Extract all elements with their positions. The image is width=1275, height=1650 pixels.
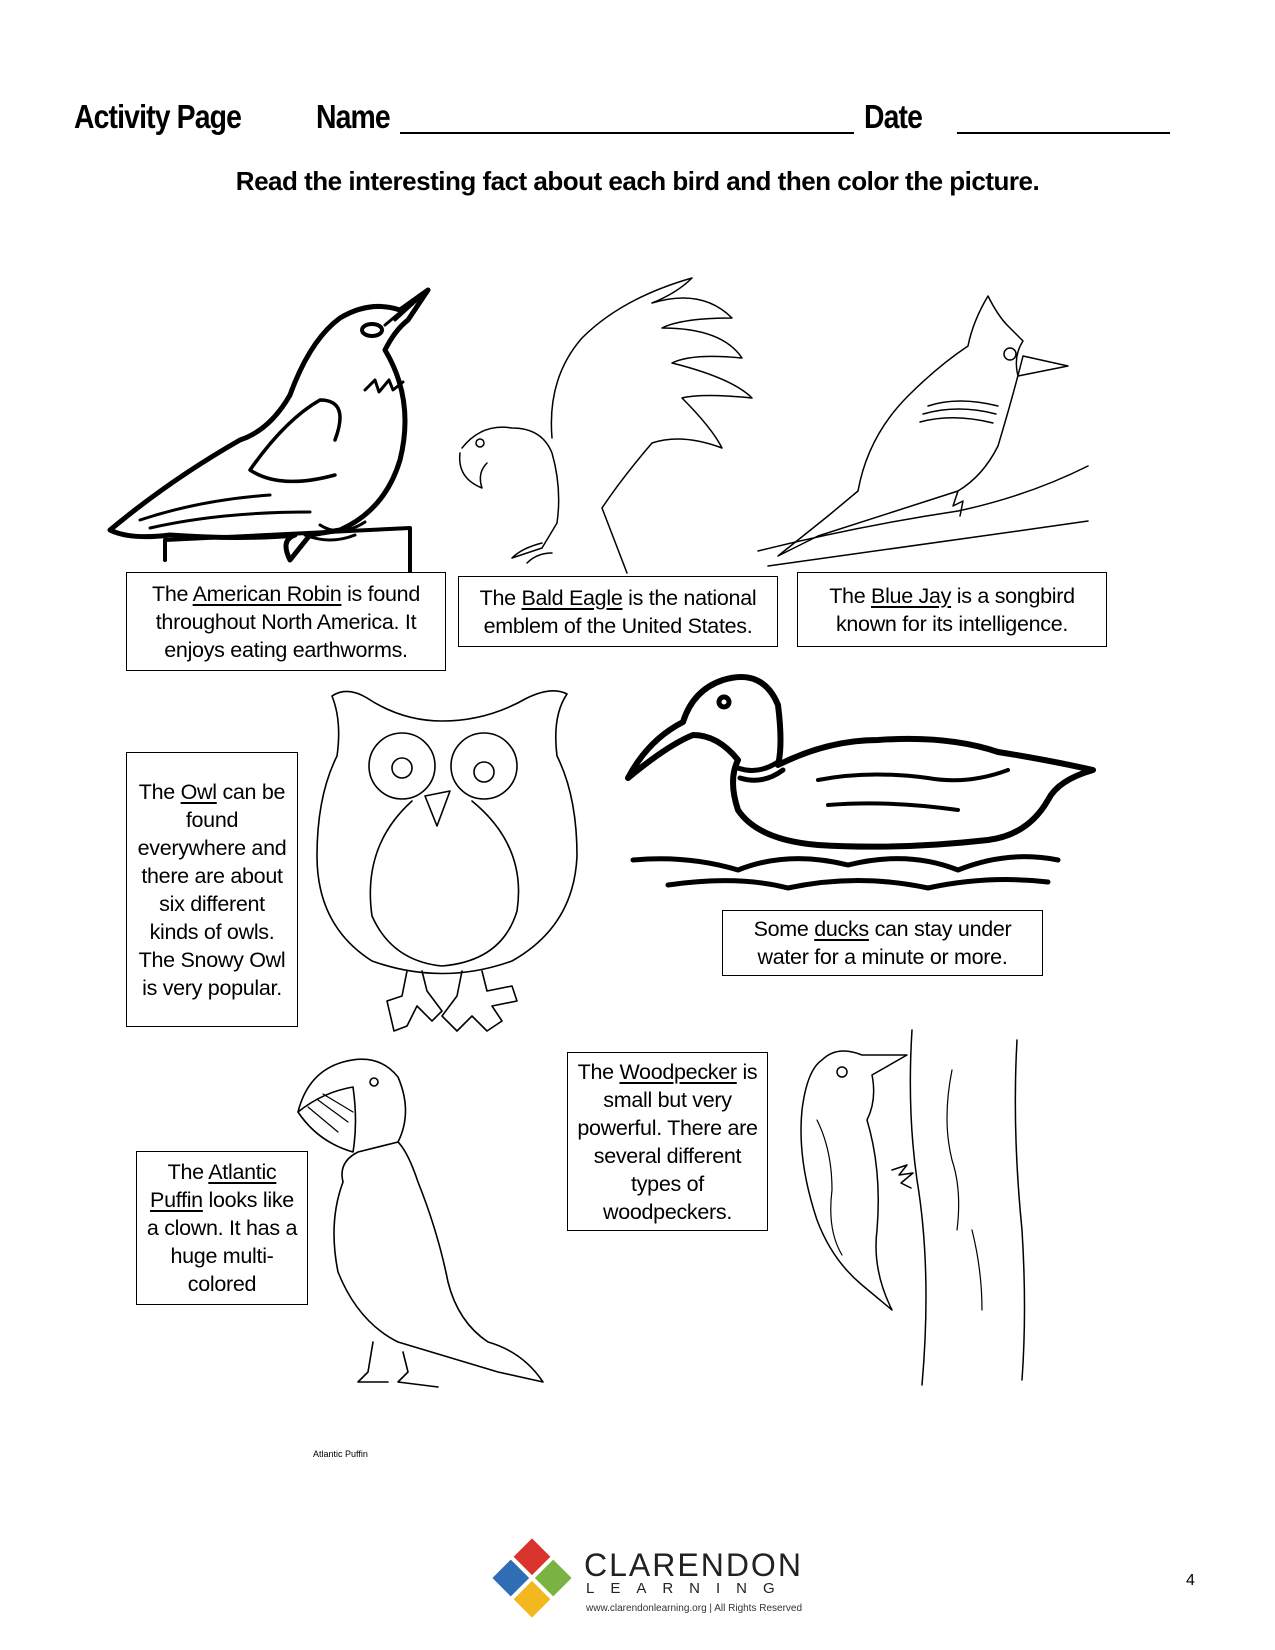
brand-url: www.clarendonlearning.org | All Rights Reserved xyxy=(586,1603,803,1614)
bird-name-woodpecker: Woodpecker xyxy=(619,1059,737,1084)
bird-name-ducks: ducks xyxy=(814,917,869,941)
bird-name-owl: Owl xyxy=(180,779,217,804)
brand-subtitle: LEARNING xyxy=(586,1580,791,1597)
activity-page-label: Activity Page xyxy=(74,98,242,135)
fact-box-blue-jay xyxy=(797,572,1107,647)
fact-prefix: The xyxy=(577,1059,620,1084)
blue-jay-drawing xyxy=(758,296,1088,576)
fact-box-owl xyxy=(126,752,298,1027)
puffin-image-caption: Atlantic Puffin xyxy=(313,1449,368,1459)
brand-name: CLARENDON xyxy=(584,1547,803,1583)
fact-prefix: Some xyxy=(753,917,815,941)
fact-prefix: The xyxy=(829,583,872,608)
fact-text: looks like a clown. It has a huge multi-colored xyxy=(146,1188,298,1296)
fact-text: can stay under water for a minute or more. xyxy=(757,917,1012,969)
bird-name-bald-eagle: Bald Eagle xyxy=(521,585,623,610)
fact-text: is a songbird known for its intelligence. xyxy=(835,583,1075,636)
bird-name-atlantic-puffin: Atlantic Puffin xyxy=(150,1160,277,1212)
fact-text: is small but very powerful. There are several different types of woodpeckers. xyxy=(577,1059,758,1224)
clarendon-puzzle-logo xyxy=(492,1538,572,1618)
bird-name-american-robin: American Robin xyxy=(192,581,342,606)
woodpecker-drawing xyxy=(782,1030,1042,1385)
fact-box-american-robin xyxy=(126,572,446,671)
bald-eagle-drawing xyxy=(452,278,762,578)
worksheet-header xyxy=(74,98,1199,144)
fact-text: can be found everywhere and there are about six different kinds of owls. The Snowy Owl is very popular. xyxy=(137,779,287,1000)
bird-name-blue-jay: Blue Jay xyxy=(871,583,952,608)
fact-box-woodpecker xyxy=(567,1052,768,1231)
fact-prefix: The xyxy=(152,581,193,606)
fact-prefix: The xyxy=(167,1160,209,1184)
fact-box-atlantic-puffin xyxy=(136,1151,308,1305)
duck-drawing xyxy=(628,660,1100,892)
page-number: 4 xyxy=(1186,1572,1195,1589)
instructions: Read the interesting fact about each bird and then color the picture. xyxy=(235,166,1040,196)
fact-prefix: The xyxy=(138,779,181,804)
date-label: Date xyxy=(864,98,923,135)
fact-text: is found throughout North America. It enjoys eating earthworms. xyxy=(155,581,420,662)
owl-drawing xyxy=(312,686,582,1046)
fact-box-duck xyxy=(722,910,1043,976)
fact-text: is the national emblem of the United States. xyxy=(483,585,757,638)
name-blank[interactable] xyxy=(400,132,854,134)
fact-box-bald-eagle xyxy=(458,576,778,647)
date-blank[interactable] xyxy=(957,132,1170,134)
atlantic-puffin-drawing xyxy=(298,1052,558,1392)
american-robin-drawing xyxy=(110,290,440,590)
name-label: Name xyxy=(316,98,390,135)
fact-prefix: The xyxy=(479,585,522,610)
